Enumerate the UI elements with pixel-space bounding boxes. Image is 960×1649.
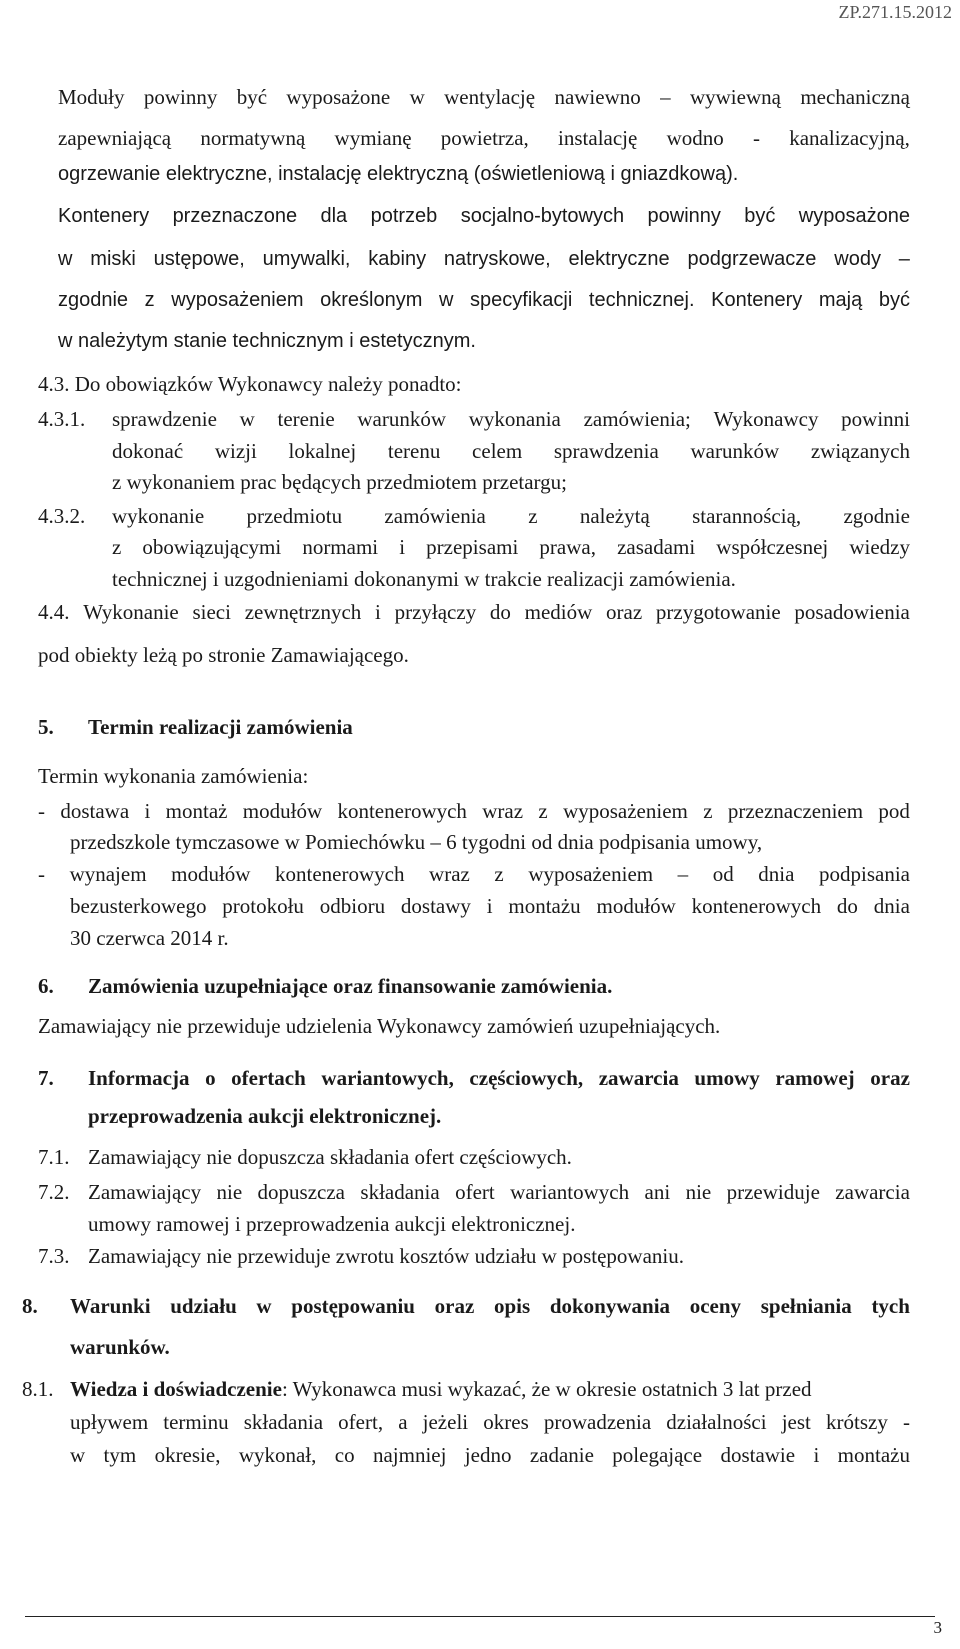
word: wraz [429, 862, 470, 886]
word: jeżeli [422, 1410, 469, 1434]
word: technicznej. [588, 289, 695, 311]
word: posadowienia [794, 600, 910, 624]
word: zamówienia [384, 504, 486, 528]
word: wymianę [334, 126, 412, 150]
word: sprawdzenie [112, 407, 217, 431]
word: podgrzewacze [687, 248, 817, 270]
word: - [902, 1410, 910, 1434]
section-number: 6. [38, 974, 54, 998]
section-title [70, 1292, 910, 1320]
word: z [494, 862, 504, 886]
word: działalności [666, 1410, 767, 1434]
word: wyposażeniem [171, 289, 304, 311]
text-line: Zamawiający nie dopuszcza składania ofert częściowych. [88, 1145, 572, 1169]
page-number: 3 [933, 1618, 942, 1637]
word: Kontenery [58, 205, 150, 227]
word: sprawdzenia [553, 439, 659, 463]
section-title: Zamówienia uzupełniające oraz finansowanie zamówienia. [88, 974, 613, 998]
text-line: technicznej i uzgodnieniami dokonanymi w trakcie realizacji zamówienia. [112, 567, 736, 591]
word: modułów [171, 862, 251, 886]
word: nawiewno [554, 85, 641, 109]
word: z [144, 289, 155, 311]
text-line [70, 1375, 910, 1403]
word: wariantowych [510, 1180, 630, 1204]
word: wyposażone [286, 85, 391, 109]
section-number: 5. [38, 715, 54, 739]
document-reference: ZP.271.15.2012 [838, 2, 952, 22]
word: wykonał, [238, 1443, 317, 1467]
word: Informacja [88, 1066, 190, 1090]
text-line [112, 437, 910, 465]
word: krótszy [826, 1410, 888, 1434]
word: dla [320, 205, 348, 227]
word: powietrza, [440, 126, 529, 150]
word: mają [818, 289, 863, 311]
word: spełniania [760, 1294, 852, 1318]
word: wentylację [444, 85, 536, 109]
word: kontenerowych [275, 862, 405, 886]
word: składania [360, 1180, 440, 1204]
word: nie [216, 1180, 243, 1204]
text-line [112, 502, 910, 530]
word: postępowaniu [291, 1294, 415, 1318]
word: częściowych, [469, 1066, 584, 1090]
text-line [58, 245, 910, 273]
word: miski [90, 248, 136, 270]
word: Wykonawcy [713, 407, 819, 431]
word: opis [493, 1294, 531, 1318]
word: należytą [579, 504, 650, 528]
word: mediów [524, 600, 593, 624]
text-line: Zamawiający nie przewiduje zwrotu kosztów udziału w postępowaniu. [88, 1244, 684, 1268]
word: wizji [214, 439, 257, 463]
text-line [58, 83, 910, 111]
word: oraz [870, 1066, 910, 1090]
word: montażu [508, 894, 581, 918]
word: prawa, [539, 535, 596, 559]
word: upływem [70, 1410, 149, 1434]
item-number: 4.3.2. [38, 504, 86, 528]
word: montażu [837, 1443, 910, 1467]
word: okresie, [154, 1443, 221, 1467]
item-number: 4.3.1. [38, 407, 86, 431]
word: odbioru [319, 894, 386, 918]
word: warunków [357, 407, 447, 431]
word: przygotowanie [655, 600, 781, 624]
word: ofertach [231, 1066, 306, 1090]
word: lokalnej [288, 439, 357, 463]
item-number: 7.1. [38, 1145, 70, 1169]
word: co [334, 1443, 355, 1467]
word: wynajem [69, 862, 147, 886]
section-title: warunków. [70, 1335, 170, 1359]
word: z [112, 535, 122, 559]
section-title: przeprowadzenia aukcji elektronicznej. [88, 1104, 442, 1128]
word: współczesnej [716, 535, 829, 559]
word: z [538, 799, 548, 823]
word: powinni [841, 407, 910, 431]
word: mechaniczną [800, 85, 910, 109]
word: wodno [666, 126, 724, 150]
word: jest [781, 1410, 811, 1434]
word: natryskowe, [443, 248, 551, 270]
list-item [38, 860, 910, 888]
word: Moduły [58, 85, 125, 109]
word: celem [472, 439, 523, 463]
word: nie [685, 1180, 712, 1204]
word: ofert [455, 1180, 495, 1204]
word: zadanie [529, 1443, 594, 1467]
word: okres [483, 1410, 529, 1434]
word: udziału [170, 1294, 237, 1318]
word: w [70, 1443, 86, 1467]
word: specyfikacji [470, 289, 573, 311]
word: najmniej [372, 1443, 447, 1467]
word: Wykonanie [83, 600, 179, 624]
word: umowy [694, 1066, 760, 1090]
word: przepisami [426, 535, 519, 559]
word: w [256, 1294, 272, 1318]
word: wykonanie [112, 504, 205, 528]
word: - [38, 799, 45, 823]
word: i [813, 1443, 820, 1467]
word: wykonania [468, 407, 561, 431]
word: przewiduje [726, 1180, 820, 1204]
text-line: pod obiekty leżą po stronie Zamawiającego. [38, 643, 409, 667]
word: przedmiotu [246, 504, 343, 528]
word: Zamawiający [88, 1180, 202, 1204]
word: dnia [758, 862, 795, 886]
word: montaż [165, 799, 228, 823]
word: 4.4. [38, 600, 70, 624]
word: dnia [873, 894, 910, 918]
word: być [878, 289, 910, 311]
word: w [239, 407, 255, 431]
section-title: Termin realizacji zamówienia [88, 715, 353, 739]
text-line: 30 czerwca 2014 r. [70, 926, 229, 950]
word: obowiązującymi [142, 535, 282, 559]
word: starannością, [692, 504, 802, 528]
word: modułów [242, 799, 323, 823]
word: w [58, 248, 73, 270]
word: i [486, 894, 493, 918]
word: wariantowych, [321, 1066, 454, 1090]
text-line: przedszkole tymczasowe w Pomiechówku – 6 tygodni od dnia podpisania umowy, [70, 830, 763, 854]
word: – [898, 248, 910, 270]
text-line [88, 1178, 910, 1206]
word: prowadzenia [543, 1410, 652, 1434]
word: kontenerowych [337, 799, 467, 823]
word: w [409, 85, 425, 109]
text-line [58, 124, 910, 152]
word: wyposażone [798, 205, 910, 227]
word: wiedzy [849, 535, 910, 559]
word: przeznaczeniem [727, 799, 864, 823]
word: normatywną [200, 126, 306, 150]
word: polegające [612, 1443, 703, 1467]
section-title [88, 1064, 910, 1092]
word: i [144, 799, 151, 823]
word: zewnętrznych [244, 600, 362, 624]
word: potrzeb [370, 205, 438, 227]
word: z [528, 504, 538, 528]
word: od [712, 862, 734, 886]
word: wyposażeniem [563, 799, 688, 823]
word: oceny [689, 1294, 742, 1318]
word: - [38, 862, 45, 886]
text-line: umowy ramowej i przeprowadzenia aukcji elektronicznej. [88, 1212, 576, 1236]
word: - [752, 126, 760, 150]
word: a [398, 1410, 408, 1434]
emphasis: Wiedza i doświadczenie [70, 1377, 282, 1401]
item-number: 8.1. [22, 1377, 54, 1401]
text-line [112, 405, 910, 433]
text-line [58, 202, 910, 230]
word: dokonywania [549, 1294, 671, 1318]
word: dostawie [720, 1443, 796, 1467]
footer-rule [25, 1616, 935, 1617]
word: wody [834, 248, 881, 270]
word: zasadami [617, 535, 696, 559]
word: z [703, 799, 713, 823]
word: elektryczne [568, 248, 670, 270]
word: zawarcia [598, 1066, 679, 1090]
text-line [112, 533, 910, 561]
item-number: 7.2. [38, 1180, 70, 1204]
text-fragment: : Wykonawca musi wykazać, że w okresie ostatnich 3 lat przed [281, 1377, 812, 1401]
text-line [38, 598, 910, 626]
word: kanalizacyjną, [789, 126, 910, 150]
word: dopuszcza [257, 1180, 346, 1204]
word: ramowej [775, 1066, 855, 1090]
text-line [70, 1408, 910, 1436]
word: powinny [647, 205, 721, 227]
word: jedno [464, 1443, 512, 1467]
word: – [660, 85, 671, 109]
word: modułów [596, 894, 676, 918]
word: składania [243, 1410, 324, 1434]
section-heading: 4.3. Do obowiązków Wykonawcy należy ponadto: [38, 372, 462, 396]
word: oraz [434, 1294, 475, 1318]
word: normami [302, 535, 379, 559]
word: oraz [606, 600, 643, 624]
text-line [58, 286, 910, 314]
word: pod [878, 799, 910, 823]
word: ani [644, 1180, 671, 1204]
word: być [744, 205, 776, 227]
text-line: ogrzewanie elektryczne, instalację elektryczną (oświetleniową i gniazdkową). [58, 163, 739, 185]
word: protokołu [222, 894, 304, 918]
word: tych [871, 1294, 910, 1318]
word: – [677, 862, 689, 886]
word: w [439, 289, 454, 311]
word: wyposażeniem [528, 862, 654, 886]
word: sieci [192, 600, 231, 624]
word: określonym [320, 289, 423, 311]
word: i [375, 600, 381, 624]
word: umywalki, [262, 248, 351, 270]
word: bezusterkowego [70, 894, 207, 918]
word: dostawy [400, 894, 471, 918]
word: i [399, 535, 406, 559]
word: zawarcia [835, 1180, 910, 1204]
item-number: 7.3. [38, 1244, 70, 1268]
word: podpisania [819, 862, 910, 886]
section-number: 7. [38, 1066, 54, 1090]
word: dostawa [60, 799, 130, 823]
word: instalację [558, 126, 638, 150]
word: Kontenery [711, 289, 803, 311]
word: zapewniającą [58, 126, 172, 150]
word: tym [103, 1443, 137, 1467]
word: terenu [387, 439, 441, 463]
word: przeznaczone [172, 205, 298, 227]
word: zgodnie [58, 289, 129, 311]
word: do [489, 600, 511, 624]
list-item [38, 797, 910, 825]
word: przyłączy [394, 600, 477, 624]
word: ofert, [338, 1410, 384, 1434]
word: ustępowe, [153, 248, 245, 270]
section-number: 8. [22, 1294, 38, 1318]
word: o [205, 1066, 216, 1090]
text-line: w należytym stanie technicznym i estetycznym. [58, 330, 476, 352]
text-line: Zamawiający nie przewiduje udzielenia Wykonawcy zamówień uzupełniających. [38, 1014, 721, 1038]
text-line: Termin wykonania zamówienia: [38, 764, 309, 788]
word: dokonać [112, 439, 184, 463]
word: zamówienia; [583, 407, 691, 431]
word: być [236, 85, 268, 109]
word: warunków [690, 439, 780, 463]
text-line [70, 1441, 910, 1469]
word: kabiny [368, 248, 427, 270]
word: wywiewną [689, 85, 781, 109]
word: wraz [482, 799, 524, 823]
word: kontenerowych [691, 894, 822, 918]
word: związanych [810, 439, 910, 463]
word: Warunki [70, 1294, 151, 1318]
word: socjalno-bytowych [460, 205, 625, 227]
text-line: z wykonaniem prac będących przedmiotem przetargu; [112, 470, 567, 494]
word: do [836, 894, 858, 918]
word: terenie [277, 407, 335, 431]
word: terminu [163, 1410, 229, 1434]
word: powinny [143, 85, 218, 109]
word: zgodnie [843, 504, 910, 528]
text-line [70, 892, 910, 920]
